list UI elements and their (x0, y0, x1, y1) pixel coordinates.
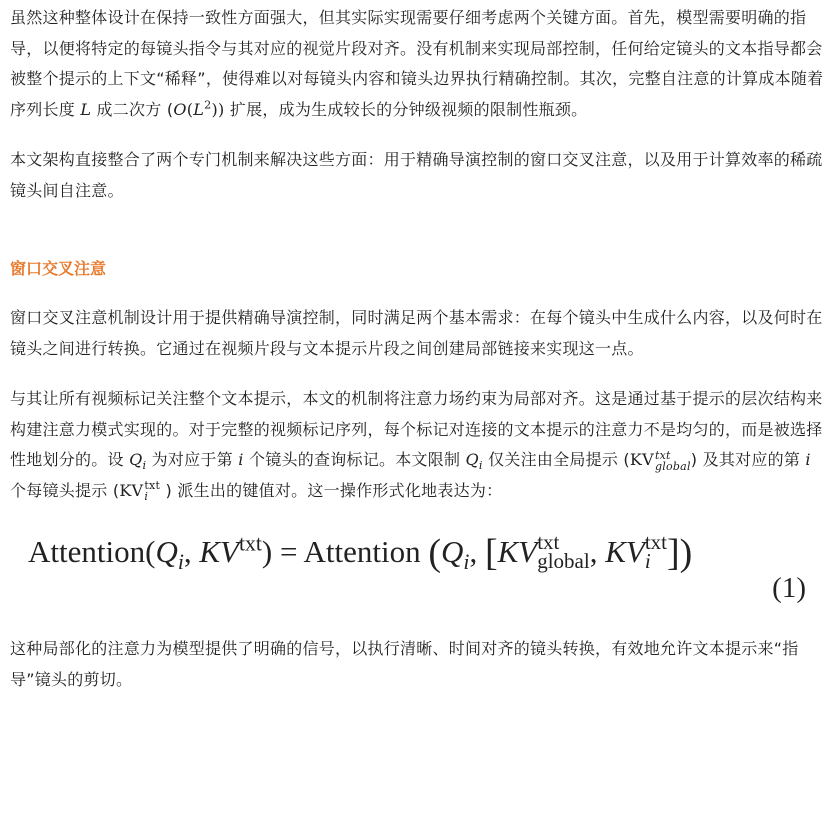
equation-body (28, 530, 692, 575)
eq-KV-global: KV (497, 534, 538, 569)
eq-Q-sub-2: i (463, 550, 470, 575)
complexity-L: L (193, 99, 205, 119)
para4-text-c: 个镜头的查询标记。本文限制 (243, 450, 466, 469)
para4-text-e: ) 及其对应的第 (690, 450, 806, 469)
para1-text-c: 扩展，成为生成较长的分钟级视频的限制性瓶颈。 (224, 99, 588, 119)
var-L: L (80, 99, 92, 119)
eq-big-lparen: ( (428, 532, 442, 574)
kv-i-scripts (144, 480, 160, 502)
eq-Q: Q (155, 534, 178, 569)
var-i-2: i (805, 450, 811, 469)
equation-number: (1) (772, 572, 806, 604)
section-heading: 窗口交叉注意 (10, 259, 107, 278)
kv-i-sup: txt (144, 479, 161, 492)
eq-KV-i-sub: i (644, 549, 651, 573)
var-Qi (129, 450, 147, 473)
eq-Q-2: Q (441, 534, 464, 569)
eq-KV-global-scripts (537, 530, 590, 573)
eq-rparen: ) (261, 534, 273, 569)
paragraph-formalization (10, 384, 824, 506)
exponent: 2 (204, 98, 212, 112)
eq-lparen: ( (145, 534, 156, 569)
eq-equals: = (272, 534, 304, 569)
para1-text-a: 虽然这种整体设计在保持一致性方面强大，但其实际实现需要仔细考虑两个关键方面。首先，模型需要明确的指导，以便将特定的每镜头指令与其对应的视觉片段对齐。没有机制来实现局部控制，任何给定镜头的文本指导都会被整个提示的上下文“稀释”，使得难以对每镜头内容和镜头边界执行精确控制。其次，完整自注意的计算成本随着序列长度 (10, 8, 824, 119)
q-subscript: i (142, 459, 147, 473)
para1-text-b: 成二次方 ( (91, 99, 174, 119)
eq-KV-sup: txt (238, 531, 262, 556)
eq-Q-sub: i (177, 550, 184, 575)
eq-big-rparen: ) (679, 532, 693, 574)
big-o: O (173, 99, 187, 119)
para4-text-g: ) 派生出的键值对。这一操作形式化地表达为： (160, 480, 503, 500)
var-i: i (238, 450, 244, 469)
eq-KV-i: KV (605, 534, 645, 569)
eq-attention-lhs: Attention (28, 534, 146, 569)
eq-KV-i-scripts (644, 530, 668, 573)
q-letter: Q (129, 450, 143, 469)
eq-attention-rhs: Attention (303, 534, 421, 569)
paren-open: ( (186, 99, 194, 119)
paren-close: )) (211, 99, 225, 119)
eq-KV: KV (199, 534, 239, 569)
kv-global-sub: global (654, 459, 691, 473)
q-letter-2: Q (465, 450, 479, 469)
paragraph-window-attention: 窗口交叉注意机制设计用于提供精确导演控制，同时满足两个基本需求：在每个镜头中生成什么内容，以及何时在镜头之间进行转换。它通过在视频片段与文本提示片段之间创建局部链接来实现这一点。 (10, 308, 823, 358)
eq-comma-2: , (469, 534, 485, 569)
paragraph-overview: 本文架构直接整合了两个专门机制来解决这些方面：用于精确导演控制的窗口交叉注意，以及用于计算效率的稀疏镜头间自注意。 (10, 150, 823, 200)
var-Qi-2 (465, 450, 483, 473)
para4-text-d: 仅关注由全局提示 ( (482, 450, 630, 469)
kv-i-sub: i (144, 490, 149, 503)
kv-global-scripts (655, 450, 691, 472)
equation-1 (10, 530, 824, 616)
paragraph-intro (10, 0, 824, 125)
eq-lbracket: [ (484, 532, 498, 574)
eq-rbracket: ] (667, 532, 680, 574)
eq-KV-i-sup: txt (644, 530, 668, 555)
para4-text-b: 为对应于第 (146, 450, 239, 469)
kv-global-sup: txt (654, 448, 671, 462)
eq-KV-global-sup: txt (537, 530, 560, 555)
kv-global-letters: KV (629, 450, 654, 469)
paragraph-conclusion: 这种局部化的注意力为模型提供了明确的信号，以执行清晰、时间对齐的镜头转换，有效地允许文本提示来“指导”镜头的剪切。 (10, 639, 799, 689)
eq-comma-3: , (589, 534, 606, 569)
q-subscript-2: i (478, 459, 483, 473)
para4-text-f: 个每镜头提示 ( (10, 480, 120, 500)
eq-KV-global-sub: global (537, 549, 590, 573)
eq-comma: , (183, 534, 200, 569)
para4-text-a: 与其让所有视频标记关注整个文本提示，本文的机制将注意力场约束为局部对齐。这是通过基于提示的层次结构来构建注意力模式实现的。对于完整的视频标记序列，每个标记对连接的文本提示的注意力不是均匀的，而是被选择性地划分的。设 (10, 389, 823, 469)
kv-i-letters: KV (119, 480, 144, 500)
